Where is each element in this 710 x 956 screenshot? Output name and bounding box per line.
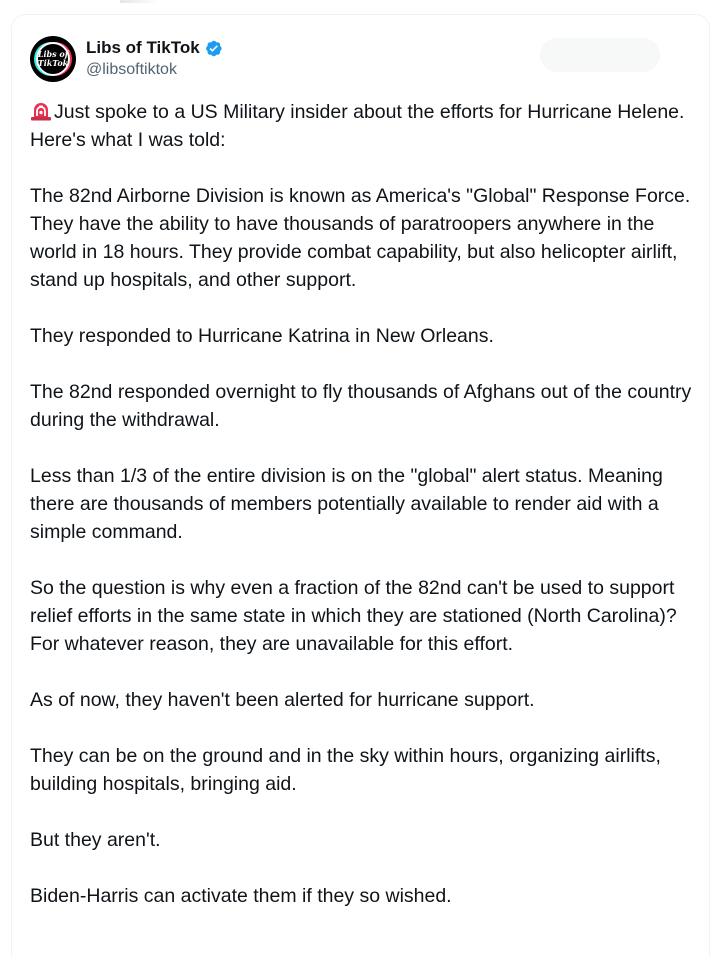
avatar-logo-text: Libs of TikTok xyxy=(37,49,69,68)
avatar[interactable] xyxy=(30,36,76,82)
tweet-paragraph: Biden-Harris can activate them if they so wished. xyxy=(30,885,452,907)
tweet-paragraph: So the question is why even a fraction of the 82nd can't be used to support relief efforts in the same state in which they are stationed (North Carolina)? For whatever reason, they are unavailable for this effort. xyxy=(30,577,683,655)
siren-icon xyxy=(30,101,52,121)
display-name[interactable]: Libs of TikTok xyxy=(86,38,200,57)
tweet-paragraph: But they aren't. xyxy=(30,829,161,851)
tweet-paragraph: The 82nd Airborne Division is known as America's "Global" Response Force. They have the ability to have thousands of paratroopers anywhere in the world in 18 hours. They provide combat capability, but also helicopter airlift, stand up hospitals, and other support. xyxy=(30,185,696,291)
follow-button[interactable] xyxy=(540,38,660,72)
top-edge-fragment xyxy=(120,0,160,3)
tweet-paragraph xyxy=(30,98,700,154)
tweet-paragraph-text: Just spoke to a US Military insider about the efforts for Hurricane Helene. Here's what I was told: xyxy=(30,101,690,151)
tweet-paragraph: As of now, they haven't been alerted for hurricane support. xyxy=(30,689,535,711)
tweet-header xyxy=(30,36,690,84)
tweet-paragraph: They can be on the ground and in the sky within hours, organizing airlifts, building hospitals, bringing aid. xyxy=(30,745,667,795)
author-handle[interactable]: @libsoftiktok xyxy=(86,61,177,78)
display-name-row xyxy=(86,36,223,60)
tweet-paragraph: The 82nd responded overnight to fly thousands of Afghans out of the country during the withdrawal. xyxy=(30,381,697,431)
tweet-paragraph: Less than 1/3 of the entire division is on the "global" alert status. Meaning there are thousands of members potentially available to render aid with a simple command. xyxy=(30,465,669,543)
author-names xyxy=(86,36,223,79)
tweet-text xyxy=(30,98,700,938)
verified-badge-icon xyxy=(204,39,223,58)
tweet-paragraph: They responded to Hurricane Katrina in New Orleans. xyxy=(30,325,494,347)
